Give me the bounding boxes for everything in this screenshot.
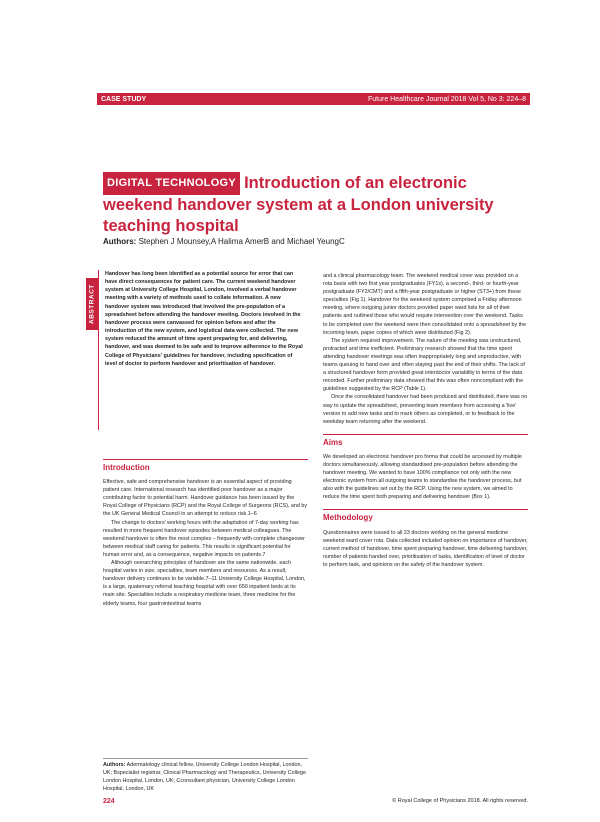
introduction-paragraph-3: Although overarching principles of handover are the same nationwide, each hospital varies in size, specialties, team members and resources. As a result, handover delivery continues to be variable.7–11 University College Hospital, London, is a large, quaternary referral teaching hospital with over 650 inpatient beds at its main site. Specialties include a respiratory medicine team, three medicine for the elderly teams, four gastrointestinal teams (103, 560, 306, 607)
introduction-heading: Introduction (103, 459, 308, 472)
aims-heading: Aims (323, 434, 528, 447)
methodology-paragraph: Questionnaires were issued to all 23 doctors working on the general medicine weekend ward cover rota. Data collected included opinion on importance of handover, current method of handover, time spent preparing handover, time delivering handover, number of patients handed over, prioritisation of tasks, identification of level of doctor to perform task, and opinions on the safety of the handover system. (323, 529, 528, 568)
page-footer (103, 798, 528, 805)
abstract-rule (98, 270, 99, 430)
aims-paragraph: We developed an electronic handover pro forma that could be accessed by multiple doctors simultaneously, allowing standardised pre-population before attending the handover meeting. We wanted to have 100% compliance not only with the new electronic system from all outgoing teams to standardise the handover process, but also with the guidelines set out by the RCP. Using the new system, we aimed to reduce the time spent both preparing and delivering handover (Box 1). (323, 453, 522, 501)
authors-names: Stephen J Mounsey,A Halima AmerB and Michael YeungC (138, 237, 345, 246)
left-column (103, 459, 308, 608)
journal-citation: Future Healthcare Journal 2018 Vol 5, No 3: 224–8 (368, 95, 526, 103)
abstract-text: Handover has long been identified as a potential source for error that can have direct consequences for patient care. The current weekend handover system at University College Hospital, London, involved a verbal handover meeting with a variety of methods used to collate information. A new handover system was introduced that involved the pre-population of a spreadsheet before attending the handover meeting. Doctors involved in the handover process were canvassed for opinion before and after the introduction of the new system, and logistical data were collected. The new system reduced the amount of time spent preparing for, and delivering, handover, and was deemed to be safe and to improve adherence to the Royal College of Physicians' guidelines for handover, including specification of level of doctor to perform handover and prioritisation of handover. (105, 271, 303, 367)
right-paragraph-3: Once the consolidated handover had been produced and distributed, there was no way to update the spreadsheet, preventing team members from accessing a 'live' version to add new tasks and to mark others as completed, or to feedback to the weekday team returning after the weekend. (323, 394, 528, 425)
article-title (103, 172, 533, 237)
section-label: CASE STUDY (101, 95, 147, 103)
category-tag: DIGITAL TECHNOLOGY (103, 172, 240, 195)
running-header (97, 93, 530, 105)
introduction-paragraph-2: The change to doctors' working hours with the adaptation of 7-day working has resulted in more frequent handover episodes between medical colleagues. The weekend handover is often the most complex – frequently with complete changeover between medical staff caring for patients. This results in significant potential for human error and, as a consequence, negative impacts on patients.7 (103, 519, 305, 558)
methodology-section (323, 509, 528, 569)
authors-label: Authors: (103, 237, 137, 246)
author-affiliations (103, 758, 308, 793)
right-paragraph-1: and a clinical pharmacology team. The weekend medical cover was provided on a rota basis with two first year postgraduates (FY1s), a second-, third- or fourth-year postgraduate (FY2/CMT) and a fifth-year postgraduate or higher (ST3+) from these specialties (Fig 1). Handover for the weekend system comprised a Friday afternoon meeting, where outgoing junior doctors provided paper ward lists for all of their patients and outlined those who would require intervention over the weekend. Tasks to be completed over the weekend were then consolidated onto a spreadsheet by the incoming team, paper copies of which were distributed (Fig 2). (323, 273, 527, 336)
abstract (86, 270, 308, 430)
footnote-label: Authors: (103, 762, 126, 768)
page-number: 224 (103, 798, 115, 805)
aims-section (323, 434, 528, 502)
article-title-block (103, 172, 533, 237)
right-column (323, 272, 528, 569)
article-title-text: Introduction of an electronic weekend handover system at a London university teaching hospital (103, 174, 494, 235)
footnote-text: Adermatology clinical fellow, University College London Hospital, London, UK; Bspecialist registrar, Clinical Pharmacology and Therapeutics, University College London Hospital, London, UK; Cconsultant physician, University College London Hospital, London, UK (103, 762, 307, 793)
copyright-notice: © Royal College of Physicians 2018. All rights reserved. (392, 798, 528, 804)
abstract-label: ABSTRACT (86, 278, 98, 330)
authors-line (103, 237, 523, 246)
right-paragraph-2: The system required improvement. The nature of the meeting was unstructured, protracted and time inefficient. Preliminary research showed that the time spent attending handover meetings was often inappropriately long and unproductive, with teams queuing to hand over and often staying past the end of their shifts. The lack of a structured handover form provided great interdoctor variability in terms of the data recorded. Further preliminary data showed that this was often noncompliant with the guidelines suggested by the RCP (Table 1). (323, 337, 525, 393)
introduction-paragraph-1: Effective, safe and comprehensive handover is an essential aspect of providing patient care. International research has identified poor handover as a major contributing factor to potential harm. Handover guidance has been issued by the Royal College of Physicians (RCP) and the Royal College of Surgeons (RCS), and by the UK General Medical Council in an attempt to reduce risk.1–6 (103, 479, 308, 518)
methodology-heading: Methodology (323, 509, 528, 522)
